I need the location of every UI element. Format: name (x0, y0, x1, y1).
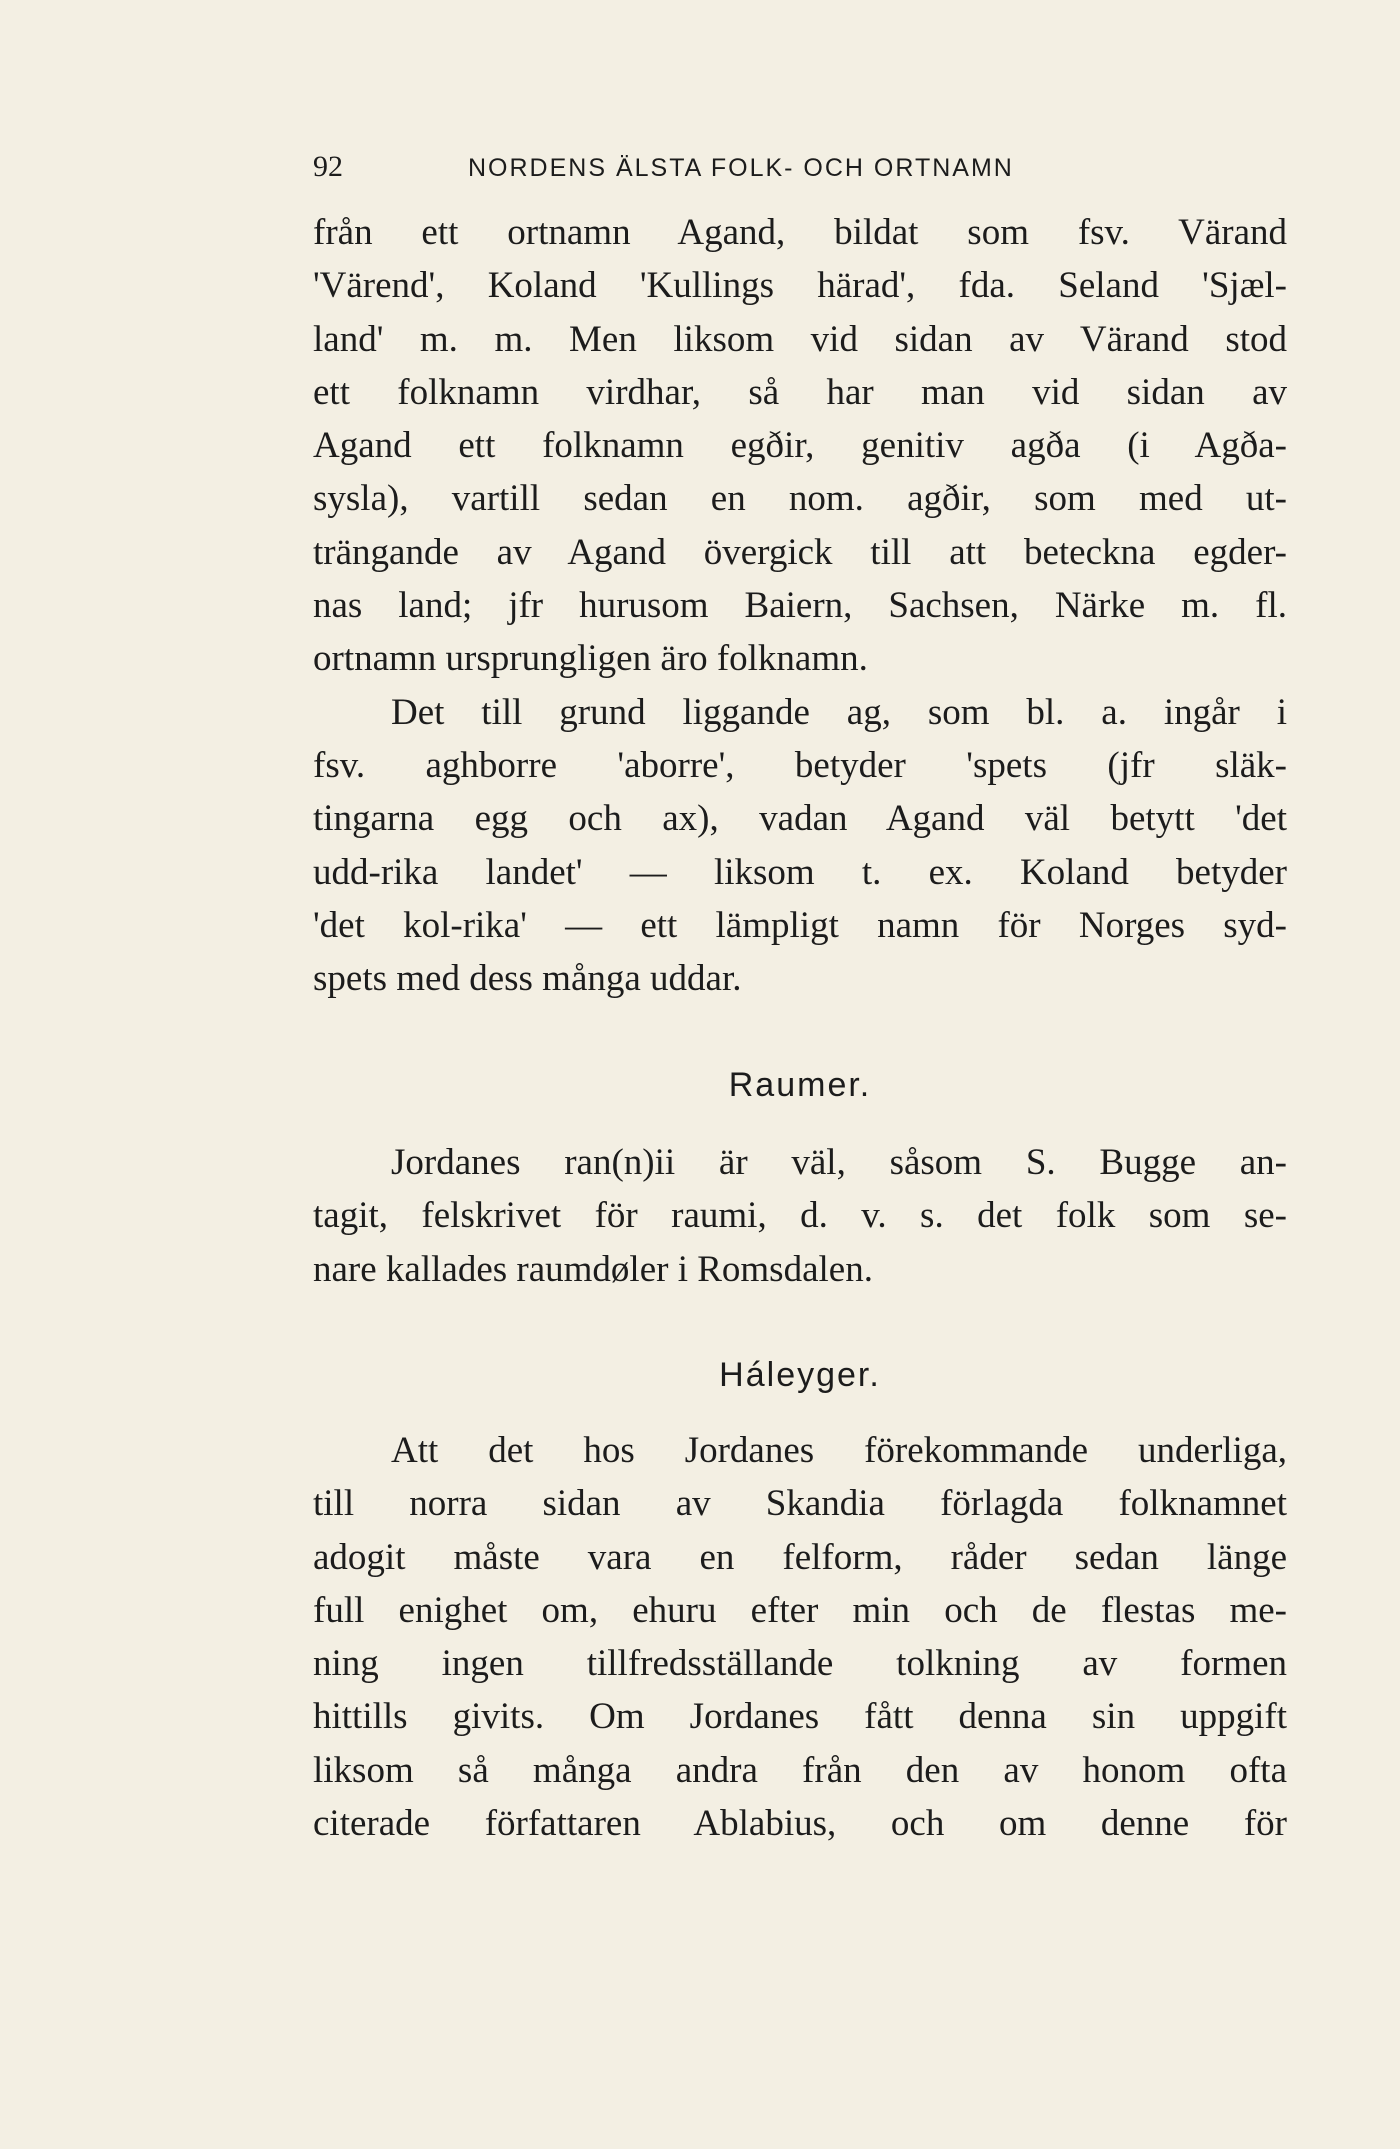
text-line: liksom så många andra från den av honom ofta (313, 1749, 1287, 1791)
text-line: tagit, felskrivet för raumi, d. v. s. det folk som se- (313, 1195, 1287, 1237)
page-number: 92 (313, 150, 343, 183)
text-line: ett folknamn virdhar, så har man vid sidan av (313, 371, 1287, 413)
page-header (313, 150, 1123, 190)
text-line: Att det hos Jordanes förekommande underliga, (391, 1430, 1287, 1471)
text-line: land' m. m. Men liksom vid sidan av Värand stod (313, 318, 1287, 360)
text-line: fsv. aghborre 'aborre', betyder 'spets (jfr släk- (313, 744, 1287, 786)
text-line: ortnamn ursprungligen äro folknamn. (313, 638, 868, 680)
text-line: Jordanes ran(n)ii är väl, såsom S. Bugge an- (391, 1142, 1287, 1183)
text-line: full enighet om, ehuru efter min och de flestas me- (313, 1589, 1287, 1631)
heading-raumer: Raumer. (728, 1066, 872, 1104)
text-line: sysla), vartill sedan en nom. agðir, som med ut- (313, 478, 1287, 520)
text-line: tingarna egg och ax), vadan Agand väl betytt 'det (313, 798, 1287, 840)
text-line: Det till grund liggande ag, som bl. a. ingår i (391, 691, 1287, 733)
text-line: adogit måste vara en felform, råder sedan länge (313, 1536, 1287, 1578)
text-line: citerade författaren Ablabius, och om denne för (313, 1803, 1287, 1845)
text-line: spets med dess många uddar. (313, 958, 742, 1000)
paragraph-haleyger (313, 1424, 1287, 1850)
text-line: nas land; jfr hurusom Baiern, Sachsen, Närke m. fl. (313, 585, 1287, 627)
paragraph-agand (313, 206, 1287, 1005)
paragraph-raumer (313, 1136, 1287, 1296)
text-line: till norra sidan av Skandia förlagda folknamnet (313, 1483, 1287, 1525)
text-line: ning ingen tillfredsställande tolkning av formen (313, 1643, 1287, 1685)
text-line: 'Värend', Koland 'Kullings härad', fda. Seland 'Sjæl- (313, 265, 1287, 307)
text-line: trängande av Agand övergick till att beteckna egder- (313, 531, 1287, 573)
text-line: udd-rika landet' — liksom t. ex. Koland betyder (313, 851, 1287, 893)
text-line: 'det kol-rika' — ett lämpligt namn för Norges syd- (313, 904, 1287, 946)
heading-haleyger: Háleyger. (719, 1356, 881, 1394)
running-title: NORDENS ÄLSTA FOLK- OCH ORTNAMN (468, 154, 1014, 182)
text-line: nare kallades raumdøler i Romsdalen. (313, 1248, 873, 1290)
text-line: från ett ortnamn Agand, bildat som fsv. Värand (313, 212, 1287, 253)
text-line: hittills givits. Om Jordanes fått denna sin uppgift (313, 1696, 1287, 1738)
text-line: Agand ett folknamn egðir, genitiv agða (i Agða- (313, 425, 1287, 467)
